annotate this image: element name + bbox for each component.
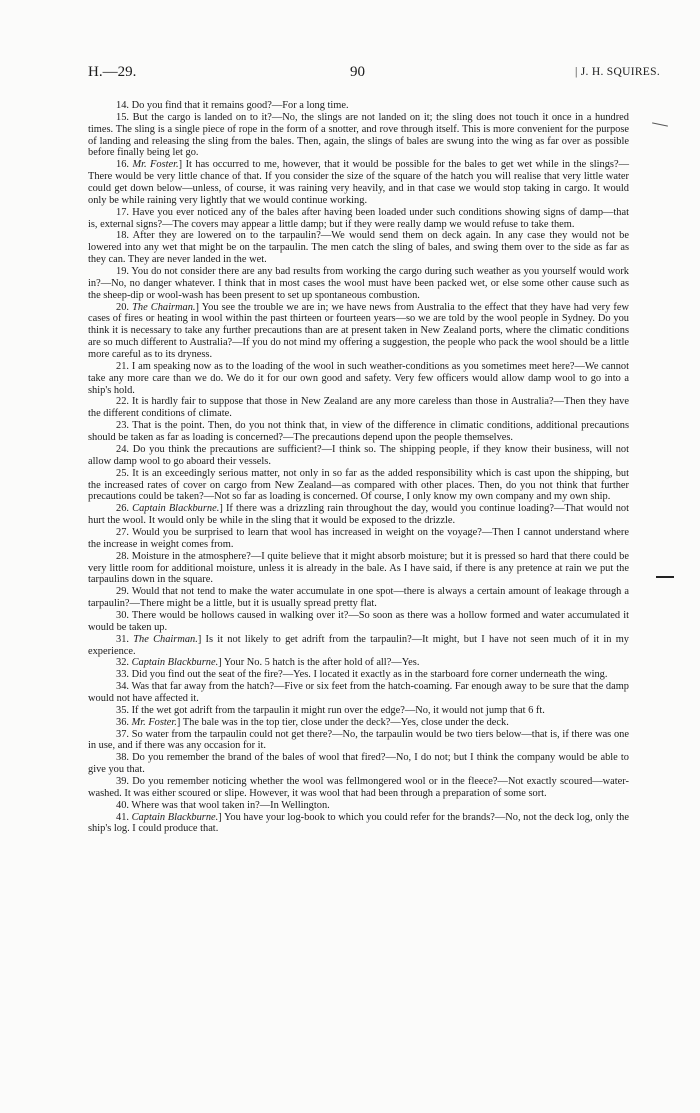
testimony-paragraph (88, 812, 629, 836)
testimony-paragraph (88, 800, 629, 812)
paragraph-text: ] It has occurred to me, however, that it would be possible for the bales to get wet while in the slings?—There would be very little chance of that. If you consider the size of the square of the hatch you will realise that very little water could get down below—unless, of course, it was raining very heavily, and in that case we would stop taking in cargo. It would only be while raining very lightly that we would continue working. (88, 159, 629, 206)
paragraph-text: 33. Did you find out the seat of the fire?—Yes. I located it exactly as in the starboard fore corner underneath the wing. (116, 669, 608, 681)
question-number: 36. (116, 716, 132, 728)
question-number: 20. (116, 301, 133, 313)
paragraph-text: ] Is it not likely to get adrift from the tarpaulin?—It might, but I have not seen much of it in my experience. (88, 633, 629, 657)
paragraph-text: 14. Do you find that it remains good?—For a long time. (116, 100, 349, 111)
paragraph-text: 30. There would be hollows caused in walking over it?—So soon as there was a hollow formed and water accumulated it would be taken up. (88, 609, 629, 633)
question-number: 41. (116, 811, 132, 823)
paragraph-text: 35. If the wet got adrift from the tarpaulin it might run over the edge?—No, it would not jump that 6 ft. (116, 704, 545, 716)
paragraph-text: 18. After they are lowered on to the tarpaulin?—We would send them on deck again. In any case they would not be lowered into any wet that might be on the tarpaulin. The men catch the sling of bales, and swing them over to the side as far as they can. They are never landed in the wet. (88, 230, 629, 266)
speaker-name: Mr. Foster. (132, 159, 179, 171)
testimony-paragraph (88, 717, 629, 729)
testimony-paragraph (88, 752, 629, 776)
question-number: 32. (116, 657, 132, 669)
page-header (88, 64, 660, 86)
testimony-paragraph (88, 729, 629, 753)
testimony-paragraph (88, 503, 629, 527)
speaker-name: Captain Blackburne. (131, 811, 219, 823)
paragraph-text: ] If there was a drizzling rain throughout the day, would you continue loading?—That would not hurt the wool. It would only be while in the sling that it would be exposed to the drizzle. (88, 503, 629, 527)
paragraph-text: 22. It is hardly fair to suppose that those in New Zealand are any more careless than those in Australia?—Then they have the different conditions of climate. (88, 396, 629, 420)
margin-mark (652, 122, 668, 126)
testimony-paragraph (88, 468, 629, 504)
testimony-paragraph (88, 681, 629, 705)
testimony-paragraph (88, 361, 629, 397)
question-number: 26. (116, 503, 133, 515)
testimony-paragraph (88, 610, 629, 634)
speaker-name: Captain Blackburne. (131, 657, 219, 669)
paragraph-text: 25. It is an exceedingly serious matter, not only in so far as the added responsibility which is cast upon the shipping, but the increased rates of cover on cargo from New Zealand—as compared with other places. Then, do you not think that further precautions could be taken?—Not so far as loading is concerned. Of course, I only know my own company and my own ship. (88, 467, 629, 503)
speaker-name: The Chairman. (132, 301, 196, 313)
testimony-paragraph (88, 100, 629, 112)
testimony-paragraph (88, 551, 629, 587)
paragraph-text: 23. That is the point. Then, do you not think that, in view of the difference in climatic conditions, additional precautions should be taken as far as loading is concerned?—The precautions depend upon the people themselves. (88, 420, 629, 444)
testimony-paragraph (88, 112, 629, 159)
page-number: 90 (350, 64, 365, 80)
margin-mark (656, 576, 674, 578)
witness-name: | J. H. SQUIRES. (574, 66, 660, 78)
testimony-paragraph (88, 669, 629, 681)
testimony-paragraph (88, 266, 629, 302)
paragraph-text: ] Your No. 5 hatch is the after hold of all?—Yes. (218, 657, 420, 669)
testimony-paragraph (88, 159, 629, 206)
paragraph-text: 27. Would you be surprised to learn that wool has increased in weight on the voyage?—Then I cannot understand where the increase in weight comes from. (88, 526, 629, 550)
speaker-name: Mr. Foster. (131, 716, 177, 728)
document-body (88, 100, 629, 835)
testimony-paragraph (88, 396, 629, 420)
testimony-paragraph (88, 444, 629, 468)
paragraph-text: 29. Would that not tend to make the water accumulate in one spot—there is always a certain amount of leakage through a tarpaulin?—There might be a little, but it is usually spread pretty flat. (88, 586, 629, 610)
testimony-paragraph (88, 420, 629, 444)
testimony-paragraph (88, 302, 629, 361)
paragraph-text: 34. Was that far away from the hatch?—Five or six feet from the hatch-coaming. Far enough away to be sure that the damp would not have affected it. (88, 681, 629, 704)
paragraph-text: 39. Do you remember noticing whether the wool was fellmongered wool or in the fleece?—Not exactly scoured—water-washed. It was either scoured or slipe. However, it was wool that had been through a preparation of some sort. (88, 775, 629, 799)
testimony-paragraph (88, 657, 629, 669)
testimony-paragraph (88, 527, 629, 551)
speaker-name: Captain Blackburne. (132, 503, 220, 515)
paragraph-text: 40. Where was that wool taken in?—In Wellington. (116, 799, 330, 811)
paragraph-text: ] You have your log-book to which you could refer for the brands?—No, not the deck log, only the ship's log. I could produce that. (88, 811, 629, 835)
testimony-paragraph (88, 586, 629, 610)
paragraph-text: ] You see the trouble we are in; we have news from Australia to the effect that they have had very few cases of fires or heating in wool within the past thirteen or fourteen years—so we are told by the wool people in Sydney. Do you think it is necessary to take any further precautions than are at present taken in New Zealand ports, where the climatic conditions are so much different to Australia?—If you do not mind my offering a suggestion, the people who pack the wool should be a little more careful as to its dryness. (88, 301, 629, 361)
paragraph-text: 17. Have you ever noticed any of the bales after having been loaded under such conditions showing signs of damp—that is, external signs?—The covers may appear a little damp; but if they were really damp we would refuse to take them. (88, 206, 629, 230)
paragraph-text: 38. Do you remember the brand of the bales of wool that fired?—No, I do not; but I think the company would be able to give you that. (88, 752, 629, 776)
testimony-paragraph (88, 776, 629, 800)
speaker-name: The Chairman. (133, 633, 198, 645)
series-number: H.—29. (88, 64, 137, 80)
paragraph-text: 19. You do not consider there are any bad results from working the cargo during such weather as you yourself would work in?—No, no danger whatever. I think that in most cases the wool must have been packed wet, or else some other cause such as the sheep-dip or wool-wash has been present to set up spontaneous combustion. (88, 266, 629, 301)
testimony-paragraph (88, 705, 629, 717)
question-number: 31. (116, 633, 134, 645)
paragraph-text: 21. I am speaking now as to the loading of the wool in such weather-conditions as you sometimes meet here?—We cannot take any more care than we do. We do it for our own good and safety. Very few officers would allow damp wool to go into a ship's hold. (88, 360, 629, 396)
witness-label: J. H. SQUIRES. (580, 66, 660, 78)
testimony-paragraph (88, 634, 629, 658)
testimony-paragraph (88, 230, 629, 266)
question-number: 16. (116, 159, 133, 171)
paragraph-text: 15. But the cargo is landed on to it?—No, the slings are not landed on it; the sling does not touch it once in a hundred times. The sling is a single piece of rope in the form of a snotter, and rove through itself. This is more convenient for the purpose of landing and releasing the sling from the bales. Then, again, the slings of bales are swung into the wing as far over as possible before finally being let go. (88, 111, 629, 159)
paragraph-text: 37. So water from the tarpaulin could not get there?—No, the tarpaulin would be two tiers below—that is, if there was one in use, and if there was any occasion for it. (88, 728, 629, 752)
testimony-paragraph (88, 207, 629, 231)
paragraph-text: 24. Do you think the precautions are sufficient?—I think so. The shipping people, if they know their business, will not allow damp wool to go aboard their vessels. (88, 443, 629, 467)
paragraph-text: ] The bale was in the top tier, close under the deck?—Yes, close under the deck. (176, 716, 509, 728)
paragraph-text: 28. Moisture in the atmosphere?—I quite believe that it might absorb moisture; but it is pressed so hard that there could be very little room for additional moisture, unless it is already in the bale. As I have said, if there is any pretence at rain we put the tarpaulins down in the square. (88, 550, 629, 586)
